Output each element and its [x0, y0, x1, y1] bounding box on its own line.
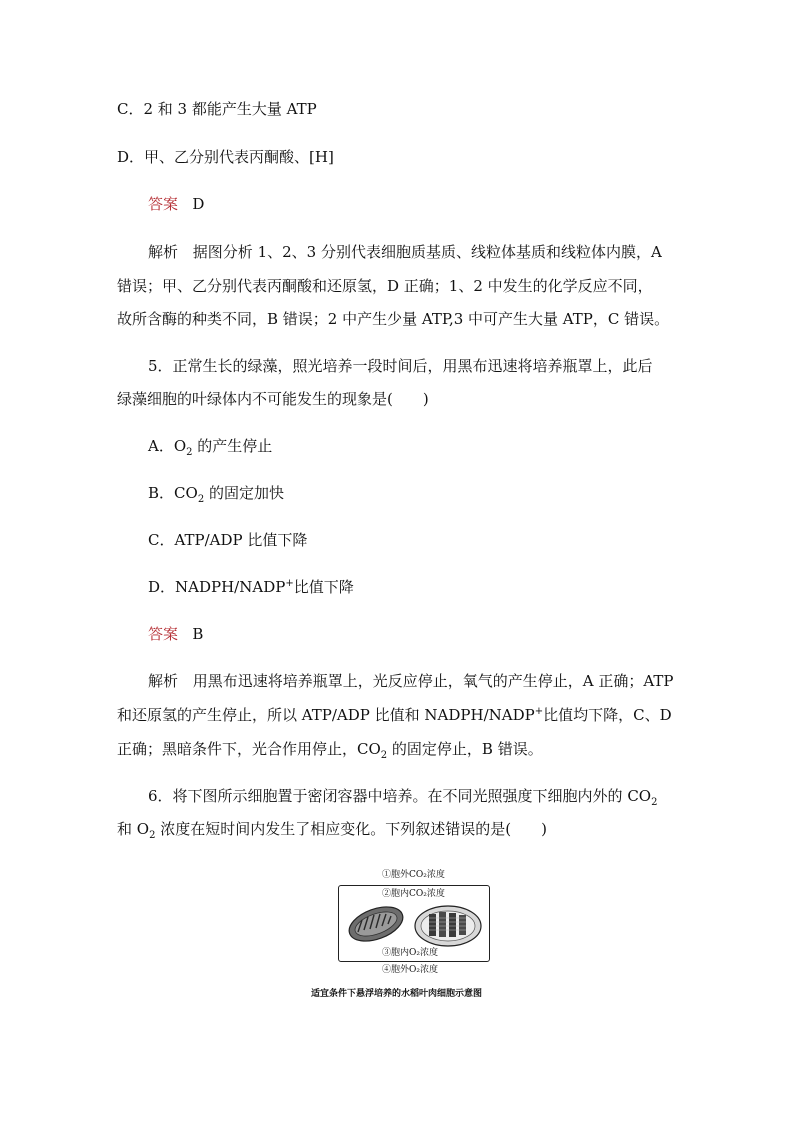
subscript: 2 — [380, 750, 388, 761]
explanation-text: 故所含酶的种类不同，B 错误；2 中产生少量 ATP,3 中可产生大量 ATP，C 错误。 — [117, 310, 670, 328]
question-text: 6．将下图所示细胞置于密闭容器中培养。在不同光照强度下细胞内外的 CO — [148, 787, 652, 805]
option-text: 的固定加快 — [204, 484, 284, 502]
option-text: A．O — [148, 437, 187, 455]
explanation-q5-line2 — [117, 705, 672, 725]
superscript: + — [285, 578, 294, 589]
explanation-q4-line2 — [117, 276, 653, 296]
explanation-text: 错误；甲、乙分别代表丙酮酸和还原氢，D 正确；1、2 中发生的化学反应不同， — [117, 277, 653, 295]
option-c-q5 — [148, 530, 307, 550]
explanation-text: 比值均下降，C、D — [543, 706, 672, 724]
option-d-q5 — [148, 577, 354, 597]
option-text: B．CO — [148, 484, 198, 502]
figure-label-3: ③胞内O₂浓度 — [382, 948, 438, 958]
answer-q4 — [148, 194, 204, 214]
option-text: C．ATP/ADP 比值下降 — [148, 531, 308, 549]
explanation-text: 用黑布迅速将培养瓶罩上，光反应停止，氧气的产生停止，A 正确；ATP — [192, 672, 674, 690]
option-a-q5 — [148, 436, 272, 456]
question-text: 5．正常生长的绿藻，照光培养一段时间后，用黑布迅速将培养瓶罩上，此后 — [148, 357, 653, 375]
option-d-q4 — [117, 147, 334, 167]
option-text: D．NADPH/NADP — [148, 578, 286, 596]
question-6-line1 — [148, 786, 657, 806]
option-text: 比值下降 — [293, 578, 354, 596]
explanation-text: 据图分析 1、2、3 分别代表细胞质基质、线粒体基质和线粒体内膜，A — [192, 243, 662, 261]
question-text: 和 O — [117, 820, 150, 838]
option-text: 的产生停止 — [192, 437, 273, 455]
chloroplast-icon — [412, 902, 484, 950]
option-c-q4 — [117, 99, 317, 119]
subscript: 2 — [197, 494, 205, 505]
explanation-label: 解析 — [148, 672, 179, 690]
explanation-q4-line3 — [117, 309, 669, 329]
question-text: 浓度在短时间内发生了相应变化。下列叙述错误的是( ) — [155, 820, 547, 838]
question-5-line2 — [117, 389, 429, 409]
answer-label: 答案 — [148, 625, 179, 643]
explanation-q4-line1 — [148, 242, 662, 262]
explanation-text: 正确；黑暗条件下，光合作用停止，CO — [117, 740, 381, 758]
question-6-line2 — [117, 819, 547, 839]
explanation-q5-line3 — [117, 739, 543, 759]
question-text: 绿藻细胞的叶绿体内不可能发生的现象是( ) — [117, 390, 429, 408]
question-5-line1 — [148, 356, 653, 376]
explanation-label: 解析 — [148, 243, 179, 261]
option-b-q5 — [148, 483, 284, 503]
subscript: 2 — [651, 797, 658, 808]
explanation-text: 和还原氢的产生停止，所以 ATP/ADP 比值和 NADPH/NADP — [117, 706, 535, 724]
figure-label-4: ④胞外O₂浓度 — [382, 965, 438, 975]
superscript: + — [534, 706, 544, 717]
figure-label-2: ②胞内CO₂浓度 — [382, 889, 445, 899]
explanation-q5-line1 — [148, 671, 674, 691]
explanation-text: 的固定停止，B 错误。 — [387, 740, 543, 758]
answer-q5 — [148, 624, 203, 644]
option-text: C．2 和 3 都能产生大量 ATP — [117, 100, 317, 118]
option-text: D．甲、乙分别代表丙酮酸、[H] — [117, 148, 334, 166]
answer-label: 答案 — [148, 195, 179, 213]
answer-value: B — [192, 625, 204, 643]
figure-caption: 适宜条件下悬浮培养的水稻叶肉细胞示意图 — [311, 989, 483, 999]
subscript: 2 — [186, 447, 193, 458]
mitochondrion-icon — [344, 902, 408, 946]
subscript: 2 — [149, 830, 156, 841]
answer-value: D — [192, 195, 205, 213]
figure-label-1: ①胞外CO₂浓度 — [382, 870, 445, 880]
